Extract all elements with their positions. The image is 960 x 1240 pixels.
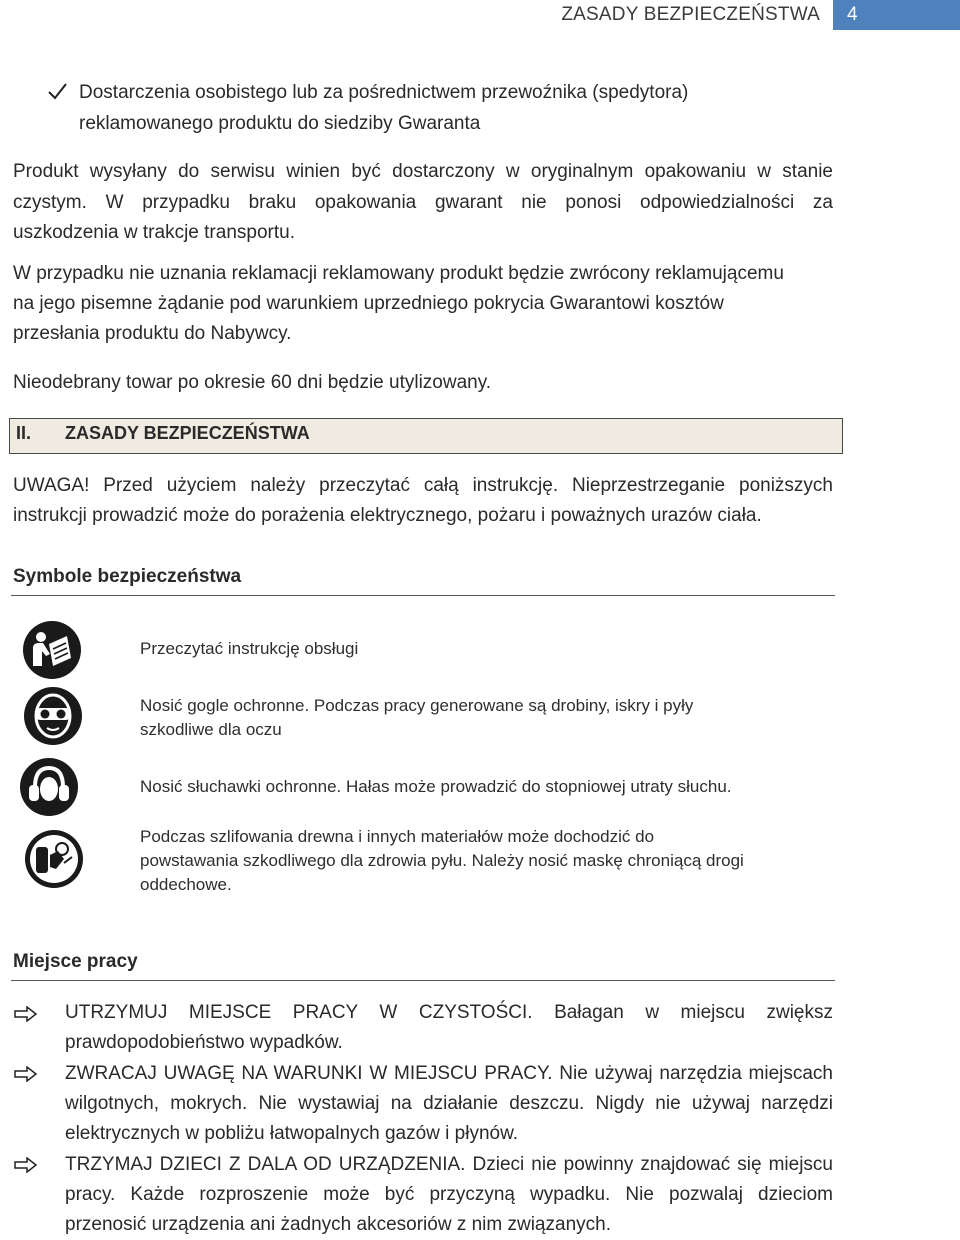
paragraph-1-line-2: czystym. W przypadku braku opakowania gwarant nie ponosi odpowiedzialności za [13, 192, 833, 213]
section-title: ZASADY BEZPIECZEŃSTWA [65, 423, 310, 443]
hollow-arrow-icon [14, 1157, 38, 1173]
paragraph-2-line-2: na jego pisemne żądanie pod warunkiem uprzedniego pokrycia Gwarantowi kosztów [13, 293, 724, 314]
symbols-heading: Symbole bezpieczeństwa [13, 566, 242, 587]
ear-protection-icon [19, 757, 79, 817]
symbol-text-ear-protection: Nosić słuchawki ochronne. Hałas może prowadzić do stopniowej utraty słuchu. [140, 777, 732, 796]
hollow-arrow-icon [14, 1066, 38, 1082]
paragraph-1-line-1: Produkt wysyłany do serwisu winien być dostarczony w oryginalnym opakowaniu w stanie [13, 161, 833, 182]
warning-line-2: instrukcji prowadzić może do porażenia elektrycznego, pożaru i poważnych urazów ciała. [13, 505, 762, 526]
workplace-item-3-line-2: pracy. Każde rozproszenie może być przyczyną wypadku. Nie pozwalaj dzieciom [65, 1184, 833, 1205]
workplace-item-3-line-3: przenosić urządzenia ani żadnych akcesoriów z nim związanych. [65, 1214, 611, 1235]
workplace-item-1-line-2: prawdopodobieństwo wypadków. [65, 1032, 343, 1053]
page-header-title: ZASADY BEZPIECZEŃSTWA [561, 4, 820, 25]
warning-line-1: UWAGA! Przed użyciem należy przeczytać całą instrukcję. Nieprzestrzeganie poniższych [13, 475, 833, 496]
hollow-arrow-icon [14, 1006, 38, 1022]
paragraph-1-line-3: uszkodzenia w trakcje transportu. [13, 222, 295, 243]
safety-goggles-icon [23, 686, 83, 746]
paragraph-2-line-3: przesłania produktu do Nabywcy. [13, 323, 292, 344]
symbol-text-read-manual: Przeczytać instrukcję obsługi [140, 639, 359, 658]
symbol-text-dust-line-3: oddechowe. [140, 875, 232, 894]
delivery-line-2: reklamowanego produktu do siedziby Gwaranta [79, 113, 481, 134]
check-icon [46, 80, 68, 102]
page-number: 4 [833, 0, 960, 30]
symbol-text-dust-line-1: Podczas szlifowania drewna i innych materiałów może dochodzić do [140, 827, 655, 846]
workplace-item-3-line-1: TRZYMAJ DZIECI Z DALA OD URZĄDZENIA. Dzieci nie powinny znajdować się miejscu [65, 1154, 833, 1175]
symbol-text-goggles-line-2: szkodliwe dla oczu [140, 720, 282, 739]
section-heading [9, 418, 843, 454]
section-number: II. [16, 423, 32, 443]
workplace-heading: Miejsce pracy [13, 951, 138, 972]
symbol-text-goggles-line-1: Nosić gogle ochronne. Podczas pracy generowane są drobiny, iskry i pyły [140, 696, 694, 715]
symbols-divider [11, 595, 835, 596]
workplace-divider [11, 980, 835, 981]
dust-mask-icon [24, 829, 84, 889]
workplace-item-2-line-3: elektrycznych w pobliżu łatwopalnych gazów i płynów. [65, 1123, 519, 1144]
paragraph-2-line-1: W przypadku nie uznania reklamacji reklamowany produkt będzie zwrócony reklamującemu [13, 263, 784, 284]
paragraph-3: Nieodebrany towar po okresie 60 dni będzie utylizowany. [13, 372, 492, 393]
workplace-item-2-line-2: wilgotnych, mokrych. Nie wystawiaj na działanie deszczu. Nigdy nie używaj narzędzi [65, 1093, 833, 1114]
workplace-item-1-line-1: UTRZYMUJ MIEJSCE PRACY W CZYSTOŚCI. Bałagan w miejscu zwiększ [65, 1002, 833, 1023]
read-manual-icon [22, 620, 82, 680]
workplace-item-2-line-1: ZWRACAJ UWAGĘ NA WARUNKI W MIEJSCU PRACY. Nie używaj narzędzia miejscach [65, 1063, 833, 1084]
delivery-line-1: Dostarczenia osobistego lub za pośrednictwem przewoźnika (spedytora) [79, 82, 689, 103]
symbol-text-dust-line-2: powstawania szkodliwego dla zdrowia pyłu. Należy nosić maskę chroniącą drogi [140, 851, 744, 870]
